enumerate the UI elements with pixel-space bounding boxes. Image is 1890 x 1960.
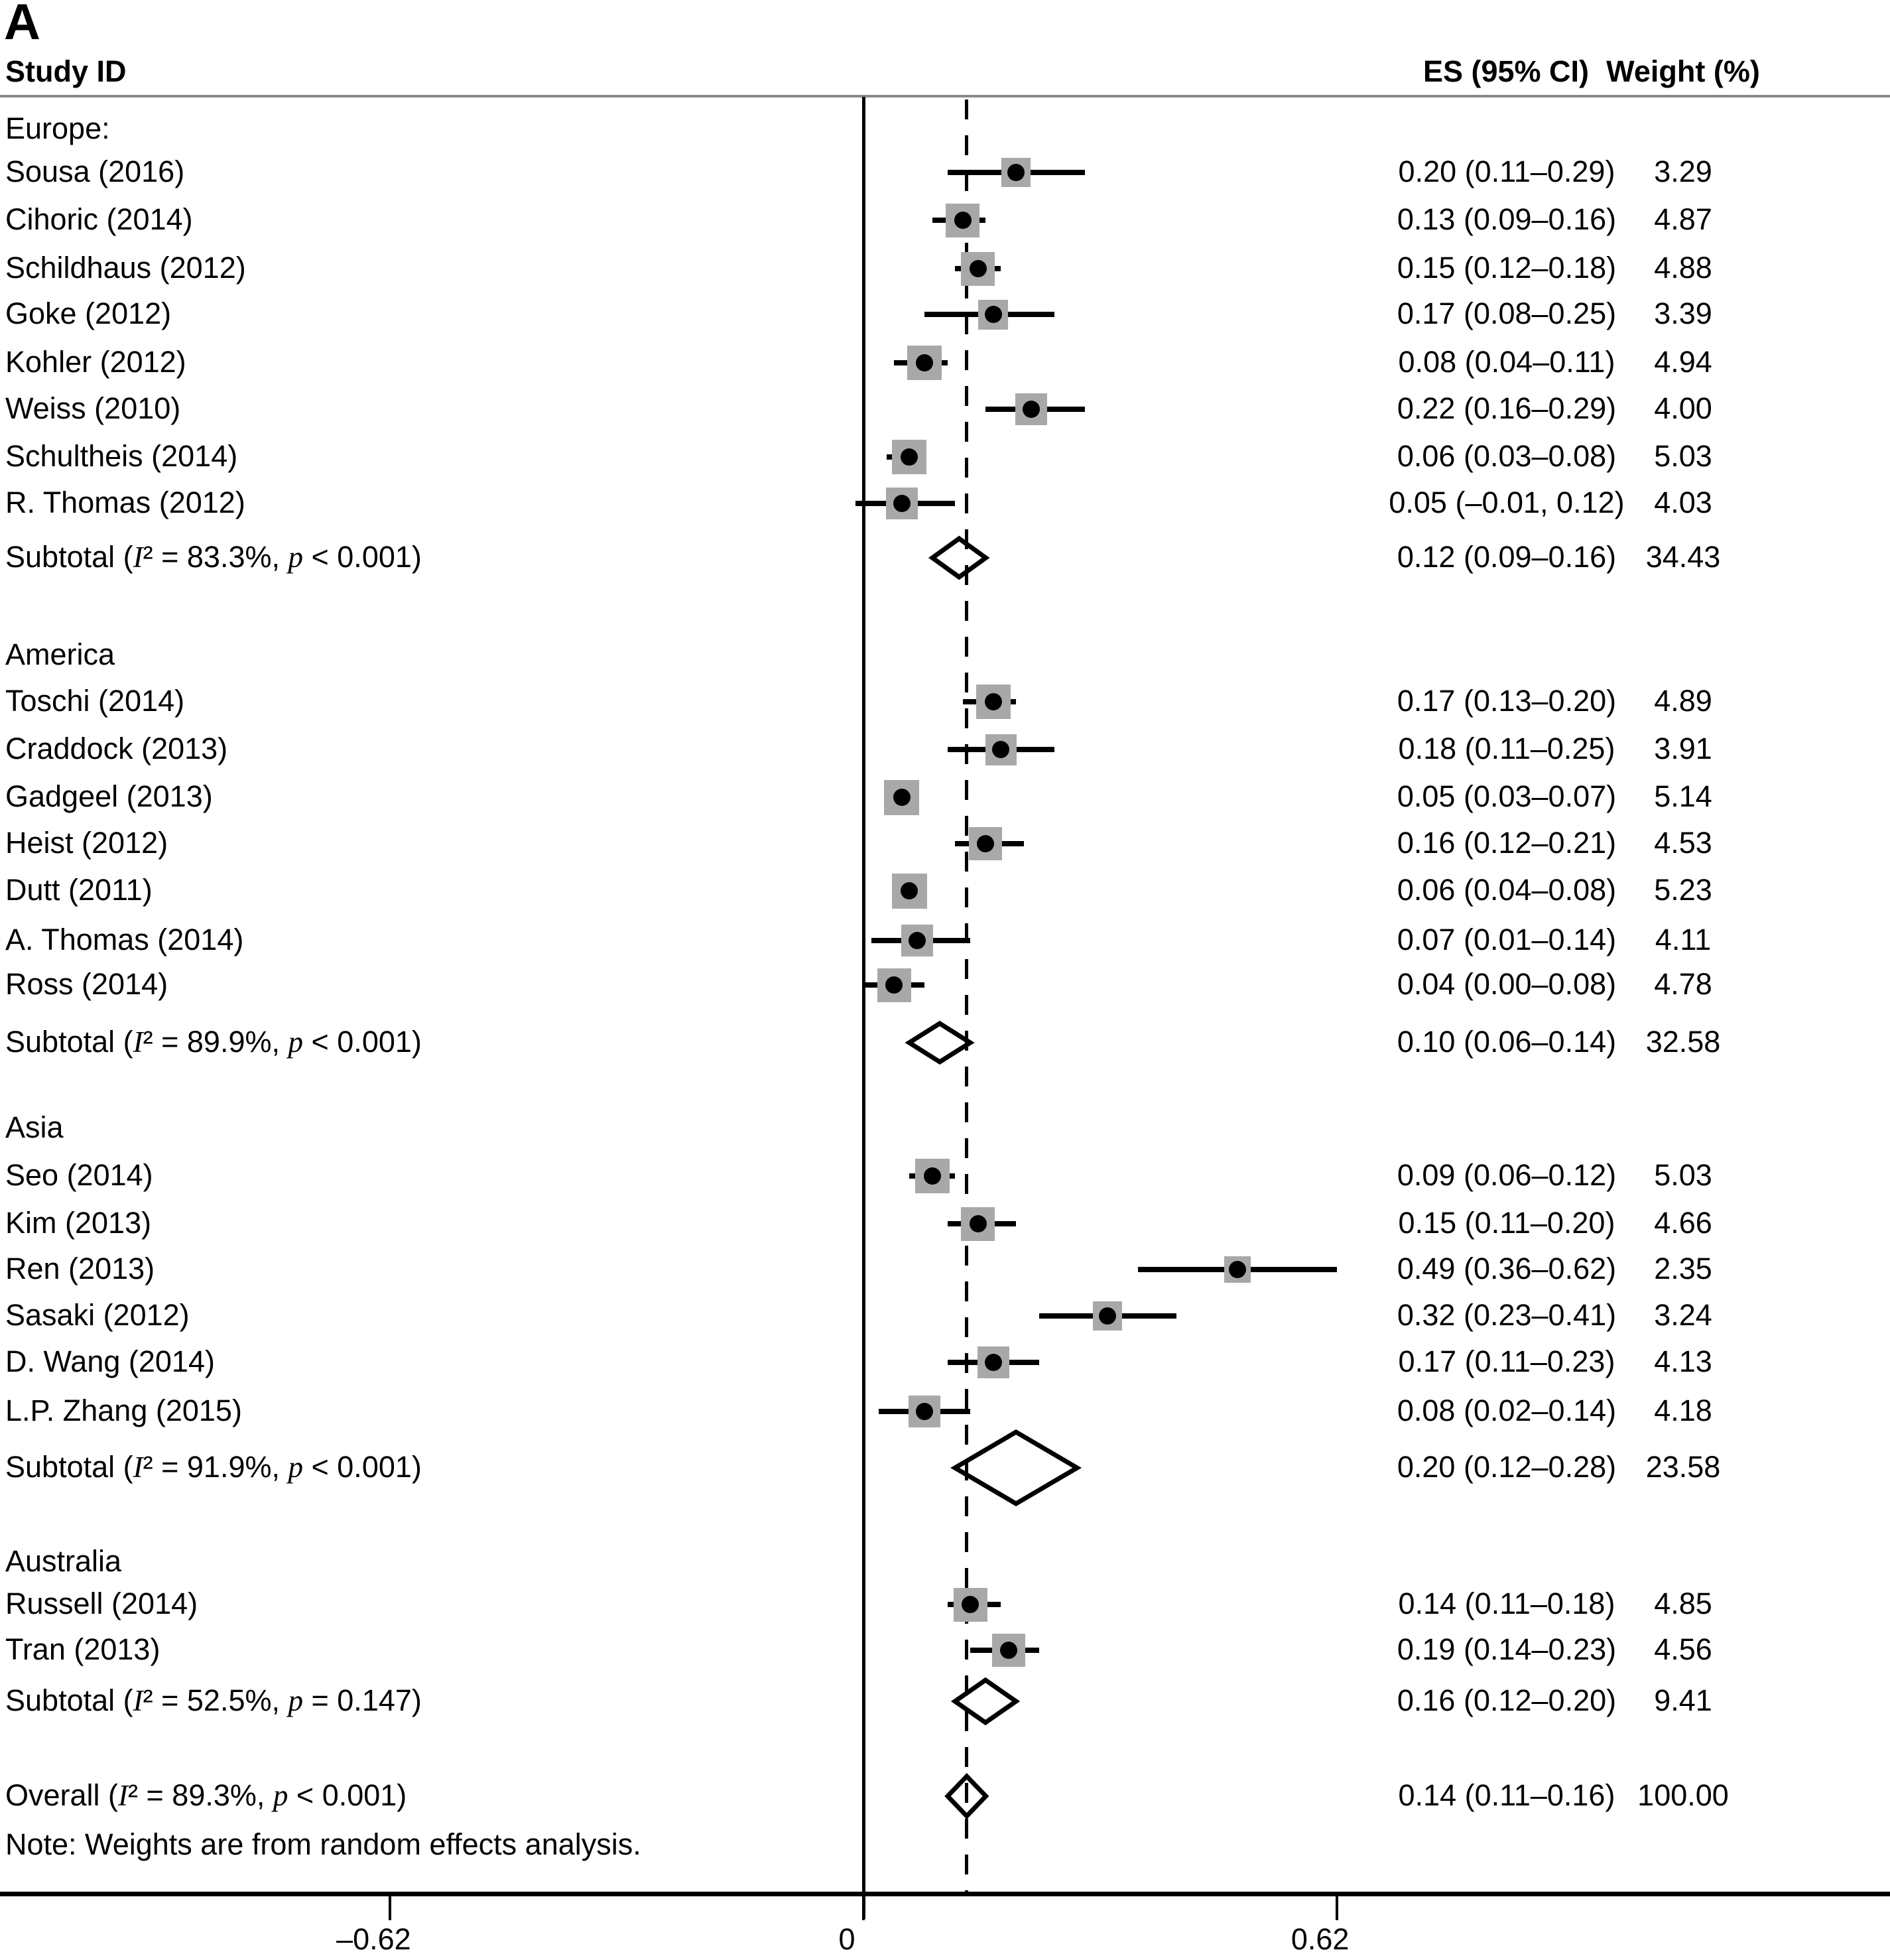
- row-label: Seo (2014): [5, 1157, 153, 1192]
- effect-dot: [901, 448, 918, 466]
- subtotal-diamond: [950, 1427, 1082, 1509]
- es-value: 0.12 (0.09–0.16): [1397, 539, 1617, 574]
- weight-value: 4.53: [1654, 825, 1712, 860]
- weight-value: 5.23: [1654, 872, 1712, 907]
- row-label: America: [5, 637, 115, 671]
- es-value: 0.06 (0.04–0.08): [1397, 872, 1617, 907]
- es-value: 0.08 (0.04–0.11): [1398, 344, 1615, 379]
- overall-diamond: [942, 1771, 991, 1821]
- weight-value: 34.43: [1645, 539, 1721, 574]
- weight-value: 4.94: [1654, 344, 1712, 379]
- weight-value: 4.78: [1654, 966, 1712, 1001]
- panel-title: A: [4, 0, 40, 50]
- effect-dot: [962, 1596, 979, 1613]
- effect-dot: [1007, 164, 1025, 181]
- row-label: Subtotal (I² = 83.3%, p < 0.001): [5, 539, 422, 574]
- es-value: 0.15 (0.12–0.18): [1397, 250, 1617, 285]
- row-label: Subtotal (I² = 52.5%, p = 0.147): [5, 1683, 422, 1717]
- row-label: Russell (2014): [5, 1586, 198, 1620]
- es-value: 0.06 (0.03–0.08): [1397, 438, 1617, 473]
- row-label: Cihoric (2014): [5, 202, 193, 236]
- axis-tick-label: 0.62: [1291, 1922, 1350, 1956]
- effect-dot: [901, 882, 918, 899]
- subtotal-diamond: [904, 1018, 976, 1067]
- row-label: Ren (2013): [5, 1251, 155, 1285]
- column-header-study-id: Study ID: [5, 54, 127, 88]
- effect-dot: [985, 306, 1002, 323]
- effect-dot: [992, 741, 1009, 758]
- row-label: Heist (2012): [5, 825, 168, 860]
- row-label: R. Thomas (2012): [5, 485, 245, 519]
- axis-tick-label: –0.62: [336, 1922, 411, 1956]
- subtotal-diamond: [927, 533, 991, 582]
- header-rule: [0, 95, 1890, 98]
- weight-value: 4.03: [1654, 485, 1712, 519]
- row-label: Toschi (2014): [5, 683, 185, 718]
- row-label: Goke (2012): [5, 296, 172, 330]
- column-header-weight: Weight (%): [1606, 54, 1760, 88]
- row-label: Asia: [5, 1110, 64, 1144]
- effect-dot: [954, 212, 972, 229]
- es-value: 0.07 (0.01–0.14): [1397, 922, 1617, 956]
- row-label: Kohler (2012): [5, 344, 186, 379]
- row-label: Craddock (2013): [5, 731, 228, 765]
- row-label: Note: Weights are from random effects analysis.: [5, 1827, 641, 1861]
- es-value: 0.14 (0.11–0.16): [1398, 1778, 1615, 1812]
- effect-dot: [924, 1167, 941, 1185]
- weight-value: 4.87: [1654, 202, 1712, 236]
- weight-value: 4.89: [1654, 683, 1712, 718]
- row-label: Kim (2013): [5, 1205, 152, 1240]
- row-label: Tran (2013): [5, 1632, 160, 1666]
- row-label: Gadgeel (2013): [5, 779, 213, 813]
- weight-value: 4.85: [1654, 1586, 1712, 1620]
- weight-value: 5.03: [1654, 438, 1712, 473]
- subtotal-diamond: [950, 1675, 1021, 1728]
- row-label: Ross (2014): [5, 966, 168, 1001]
- es-value: 0.13 (0.09–0.16): [1397, 202, 1617, 236]
- weight-value: 4.00: [1654, 391, 1712, 425]
- axis-tick: [389, 1896, 391, 1920]
- es-value: 0.16 (0.12–0.21): [1397, 825, 1617, 860]
- axis-tick: [862, 1896, 865, 1920]
- weight-value: 2.35: [1654, 1251, 1712, 1285]
- row-label: Australia: [5, 1543, 122, 1578]
- effect-dot: [893, 495, 911, 512]
- effect-dot: [970, 1215, 987, 1232]
- es-value: 0.18 (0.11–0.25): [1398, 731, 1615, 765]
- weight-value: 3.91: [1654, 731, 1712, 765]
- es-value: 0.16 (0.12–0.20): [1397, 1683, 1617, 1717]
- x-axis-line: [0, 1892, 1890, 1896]
- row-label: Overall (I² = 89.3%, p < 0.001): [5, 1778, 407, 1812]
- weight-value: 5.03: [1654, 1157, 1712, 1192]
- row-label: Weiss (2010): [5, 391, 181, 425]
- es-value: 0.15 (0.11–0.20): [1398, 1205, 1615, 1240]
- effect-dot: [1229, 1261, 1246, 1278]
- es-value: 0.08 (0.02–0.14): [1397, 1393, 1617, 1427]
- es-value: 0.32 (0.23–0.41): [1397, 1297, 1617, 1332]
- axis-tick-label: 0: [838, 1922, 855, 1956]
- row-label: Subtotal (I² = 89.9%, p < 0.001): [5, 1024, 422, 1059]
- row-label: D. Wang (2014): [5, 1344, 215, 1378]
- es-value: 0.49 (0.36–0.62): [1397, 1251, 1617, 1285]
- weight-value: 5.14: [1654, 779, 1712, 813]
- weight-value: 4.56: [1654, 1632, 1712, 1666]
- row-label: Europe:: [5, 111, 110, 145]
- row-label: L.P. Zhang (2015): [5, 1393, 242, 1427]
- es-value: 0.10 (0.06–0.14): [1397, 1024, 1617, 1059]
- es-value: 0.22 (0.16–0.29): [1397, 391, 1617, 425]
- weight-value: 4.18: [1654, 1393, 1712, 1427]
- es-value: 0.20 (0.11–0.29): [1398, 154, 1615, 188]
- effect-dot: [885, 976, 903, 994]
- row-label: Dutt (2011): [5, 872, 153, 907]
- es-value: 0.04 (0.00–0.08): [1397, 966, 1617, 1001]
- weight-value: 3.39: [1654, 296, 1712, 330]
- weight-value: 4.66: [1654, 1205, 1712, 1240]
- es-value: 0.09 (0.06–0.12): [1397, 1157, 1617, 1192]
- effect-dot: [970, 260, 987, 277]
- zero-reference-line: [862, 97, 865, 1919]
- weight-value: 4.11: [1655, 922, 1712, 956]
- effect-dot: [893, 789, 911, 806]
- es-value: 0.17 (0.08–0.25): [1397, 296, 1617, 330]
- weight-value: 100.00: [1637, 1778, 1729, 1812]
- es-value: 0.05 (0.03–0.07): [1397, 779, 1617, 813]
- overall-estimate-dashed-line: [965, 99, 968, 1892]
- row-label: Sousa (2016): [5, 154, 185, 188]
- effect-dot: [1000, 1642, 1017, 1659]
- es-value: 0.14 (0.11–0.18): [1398, 1586, 1615, 1620]
- effect-dot: [985, 693, 1002, 710]
- row-label: Sasaki (2012): [5, 1297, 190, 1332]
- weight-value: 3.24: [1654, 1297, 1712, 1332]
- weight-value: 3.29: [1654, 154, 1712, 188]
- row-label: Schildhaus (2012): [5, 250, 246, 285]
- effect-dot: [977, 835, 994, 852]
- row-label: A. Thomas (2014): [5, 922, 244, 956]
- weight-value: 9.41: [1654, 1683, 1712, 1717]
- es-value: 0.05 (–0.01, 0.12): [1389, 485, 1625, 519]
- row-label: Subtotal (I² = 91.9%, p < 0.001): [5, 1449, 422, 1484]
- weight-value: 23.58: [1645, 1449, 1721, 1484]
- weight-value: 4.13: [1654, 1344, 1712, 1378]
- column-header-es-ci: ES (95% CI): [1422, 54, 1590, 88]
- es-value: 0.19 (0.14–0.23): [1397, 1632, 1617, 1666]
- effect-dot: [916, 354, 933, 371]
- row-label: Schultheis (2014): [5, 438, 238, 473]
- weight-value: 4.88: [1654, 250, 1712, 285]
- effect-dot: [916, 1403, 933, 1420]
- weight-value: 32.58: [1645, 1024, 1721, 1059]
- axis-tick: [1336, 1896, 1338, 1920]
- es-value: 0.17 (0.11–0.23): [1398, 1344, 1615, 1378]
- es-value: 0.20 (0.12–0.28): [1397, 1449, 1617, 1484]
- es-value: 0.17 (0.13–0.20): [1397, 683, 1617, 718]
- effect-dot: [909, 932, 926, 949]
- effect-dot: [985, 1354, 1002, 1371]
